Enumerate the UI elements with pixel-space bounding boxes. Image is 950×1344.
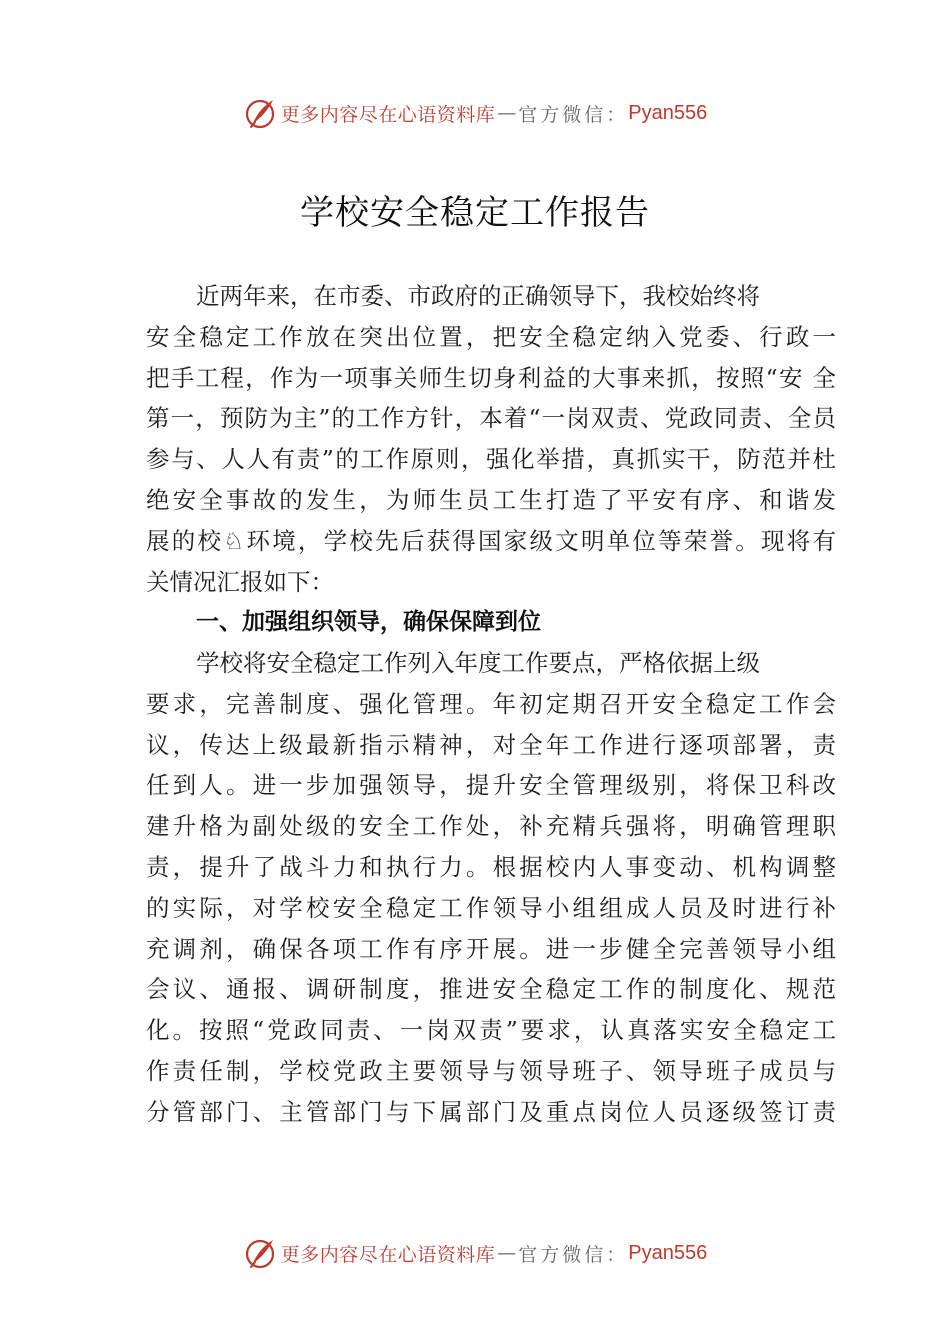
text-line: 责，提升了战斗力和执行力。根据校内人事变动、机构调整 [146, 852, 836, 881]
banner-wechat-id: Pyan556 [628, 1241, 708, 1264]
banner-wechat-label: 官方微信： [518, 103, 629, 126]
text-line: 充调剂，确保各项工作有序开展。进一步健全完善领导小组 [146, 934, 836, 963]
text-line: 关情况汇报如下： [146, 567, 334, 596]
text-line: 展的校♘环境，学校先后获得国家级文明单位等荣誉。现将有 [146, 526, 836, 555]
text-line: 化。按照“党政同责、一岗双责”要求，认真落实安全稳定工 [146, 1016, 836, 1045]
text-line: 分管部门、主管部门与下属部门及重点岗位人员逐级签订责 [146, 1097, 836, 1126]
text-line: 任到人。进一步加强领导，提升安全管理级别，将保卫科改 [146, 771, 836, 800]
text-line: 第一，预防为主”的工作方针，本着“一岗双责、党政同责、全员 [146, 404, 836, 433]
banner-wechat-label: 官方微信： [518, 1243, 629, 1266]
text-line: 作责任制，学校党政主要领导与领导班子、领导班子成员与 [146, 1056, 836, 1085]
section-heading: 一、加强组织领导，确保保障到位 [196, 609, 541, 636]
banner-wechat-id: Pyan556 [628, 101, 708, 124]
paragraph-section1 [146, 643, 836, 1133]
text-line: 把手工程，作为一项事关师生切身利益的大事来抓，按照“安 全 [146, 363, 836, 392]
header-banner [0, 93, 950, 133]
banner-dash: — [497, 102, 517, 124]
text-line: 议，传达上级最新指示精神，对全年工作进行逐项部署，责 [146, 730, 836, 759]
text-line: 要求，完善制度、强化管理。年初定期召开安全稳定工作会 [146, 689, 836, 718]
banner-brand: 更多内容尽在心语资料库 [280, 1243, 496, 1266]
quill-logo-icon [243, 96, 277, 130]
text-line: 近两年来，在市委、市政府的正确领导下，我校始终将 [196, 282, 760, 310]
text-line: 学校将安全稳定工作列入年度工作要点，严格依据上级 [196, 649, 760, 677]
text-line: 建升格为副处级的安全工作处，补充精兵强将，明确管理职 [146, 812, 836, 841]
text-line: 参与、人人有责”的工作原则，强化举措，真抓实干，防范并杜 [146, 445, 836, 474]
banner-dash: — [497, 1242, 517, 1264]
text-line: 绝安全事故的发生，为师生员工生打造了平安有序、和谐发 [146, 485, 836, 514]
quill-logo-icon [243, 1236, 277, 1270]
footer-banner [0, 1233, 950, 1273]
text-line: 会议、通报、调研制度，推进安全稳定工作的制度化、规范 [146, 975, 836, 1004]
document-title: 学校安全稳定工作报告 [300, 193, 650, 233]
banner-brand: 更多内容尽在心语资料库 [280, 103, 496, 126]
text-line: 安全稳定工作放在突出位置，把安全稳定纳入党委、行政一 [146, 322, 836, 351]
text-line: 的实际，对学校安全稳定工作领导小组组成人员及时进行补 [146, 893, 836, 922]
paragraph-intro [146, 276, 836, 643]
